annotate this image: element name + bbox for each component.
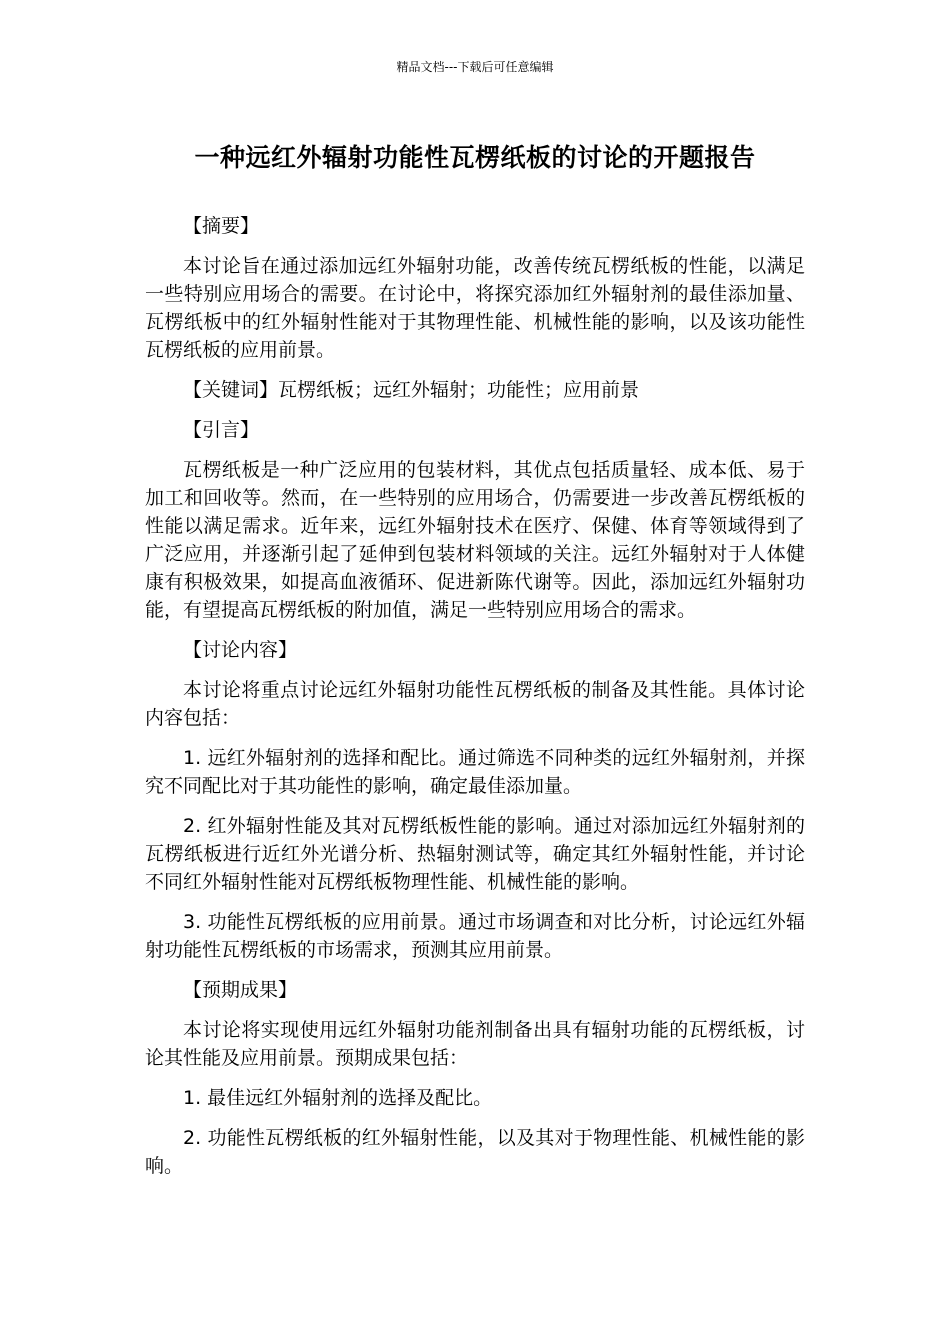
expected-result-item-1: 1. 最佳远红外辐射剂的选择及配比。 [183, 1087, 493, 1109]
document-body [145, 212, 805, 1192]
section-heading-content: 【讨论内容】 [183, 639, 298, 661]
expected-results-paragraph: 本讨论将实现使用远红外辐射功能剂制备出具有辐射功能的瓦楞纸板，讨论其性能及应用前景。预期成果包括： [145, 1019, 805, 1069]
content-item-3: 3. 功能性瓦楞纸板的应用前景。通过市场调查和对比分析，讨论远红外辐射功能性瓦楞纸板的市场需求，预测其应用前景。 [145, 911, 805, 961]
section-heading-expected-results: 【预期成果】 [183, 979, 298, 1001]
section-heading-introduction: 【引言】 [183, 419, 260, 441]
keywords-paragraph: 【关键词】瓦楞纸板；远红外辐射；功能性；应用前景 [183, 379, 640, 401]
content-intro-paragraph: 本讨论将重点讨论远红外辐射功能性瓦楞纸板的制备及其性能。具体讨论内容包括： [145, 679, 805, 729]
expected-result-item-2: 2. 功能性瓦楞纸板的红外辐射性能，以及其对于物理性能、机械性能的影响。 [145, 1127, 805, 1177]
document-title: 一种远红外辐射功能性瓦楞纸板的讨论的开题报告 [194, 143, 756, 172]
introduction-paragraph: 瓦楞纸板是一种广泛应用的包装材料，其优点包括质量轻、成本低、易于加工和回收等。然而，在一些特别的应用场合，仍需要进一步改善瓦楞纸板的性能以满足需求。近年来，远红外辐射技术在医疗、保健、体育等领域得到了广泛应用，并逐渐引起了延伸到包装材料领域的关注。远红外辐射对于人体健康有积极效果，如提高血液循环、促进新陈代谢等。因此，添加远红外辐射功能，有望提高瓦楞纸板的附加值，满足一些特别应用场合的需求。 [145, 459, 805, 621]
content-item-1: 1. 远红外辐射剂的选择和配比。通过筛选不同种类的远红外辐射剂，并探究不同配比对于其功能性的影响，确定最佳添加量。 [145, 747, 805, 797]
content-item-2: 2. 红外辐射性能及其对瓦楞纸板性能的影响。通过对添加远红外辐射剂的瓦楞纸板进行近红外光谱分析、热辐射测试等，确定其红外辐射性能，并讨论不同红外辐射性能对瓦楞纸板物理性能、机械性能的影响。 [145, 815, 805, 893]
abstract-paragraph: 本讨论旨在通过添加远红外辐射功能，改善传统瓦楞纸板的性能，以满足一些特别应用场合的需要。在讨论中，将探究添加红外辐射剂的最佳添加量、瓦楞纸板中的红外辐射性能对于其物理性能、机械性能的影响，以及该功能性瓦楞纸板的应用前景。 [145, 255, 805, 361]
header-note: 精品文档---下载后可任意编辑 [396, 60, 554, 74]
section-heading-abstract: 【摘要】 [183, 215, 260, 237]
